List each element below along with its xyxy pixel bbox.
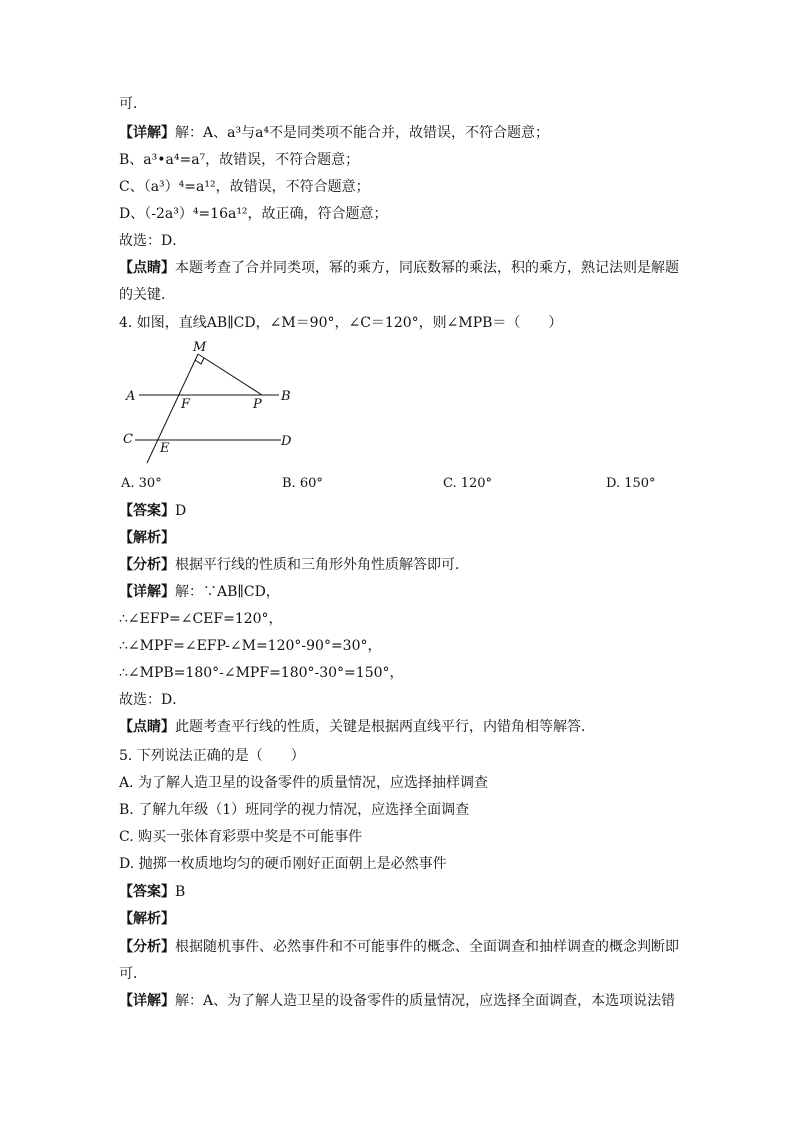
answer-value: B	[175, 884, 186, 900]
answer-tag: 【答案】	[119, 884, 175, 900]
q5-fenxi-line-1	[119, 937, 679, 957]
label-c: C	[123, 432, 133, 447]
q5-option-d: D. 抛掷一枚质地均匀的硬币刚好正面朝上是必然事件	[119, 856, 447, 872]
label-f: F	[181, 397, 191, 412]
q5-answer	[119, 882, 185, 902]
q5-stem: 5. 下列说法正确的是（ ）	[119, 748, 305, 764]
answer-value: D	[175, 503, 187, 519]
fenxi-text: 根据随机事件、必然事件和不可能事件的概念、全面调查和抽样调查的概念判断即	[175, 939, 679, 955]
label-d: D	[281, 434, 292, 449]
comment-text: 此题考查平行线的性质，关键是根据两直线平行，内错角相等解答．	[175, 719, 595, 735]
detail-text: 解：A、为了解人造卫星的设备零件的质量情况，应选择全面调查，本选项说法错	[175, 993, 676, 1009]
q4-geometry-figure	[115, 335, 315, 470]
q4-fenxi	[119, 555, 469, 575]
detail-tag: 【详解】	[119, 993, 175, 1009]
q4-detail-line-1	[119, 582, 280, 602]
q5-analysis-tag: 【解析】	[119, 911, 175, 927]
fenxi-tag: 【分析】	[119, 939, 175, 955]
label-e: E	[160, 441, 170, 456]
q5-option-b: B. 了解九年级（1）班同学的视力情况，应选择全面调查	[119, 802, 470, 818]
q4-comment	[119, 717, 595, 737]
label-a: A	[126, 389, 136, 404]
detail-tag: 【详解】	[119, 584, 175, 600]
q4-detail-line-3: ∴∠MPF=∠EFP-∠M=120°-90°=30°，	[119, 638, 382, 654]
prev-comment-line-1	[119, 258, 679, 278]
answer-tag: 【答案】	[119, 503, 175, 519]
label-b: B	[281, 389, 291, 404]
q5-detail-line-1	[119, 991, 675, 1011]
q4-stem: 4. 如图，直线AB∥CD，∠M＝90°，∠C＝120°，则∠MPB＝（ ）	[119, 315, 563, 331]
q4-option-a: A. 30°	[121, 476, 162, 491]
fenxi-tag: 【分析】	[119, 557, 175, 573]
comment-text: 本题考查了合并同类项，幂的乘方，同底数幂的乘法，积的乘方，熟记法则是解题	[175, 260, 679, 276]
q4-analysis-tag: 【解析】	[119, 530, 175, 546]
label-m: M	[193, 340, 207, 355]
detail-text: 解：∵AB∥CD，	[175, 584, 280, 600]
prev-tail-text: 可．	[119, 96, 147, 112]
comment-tag: 【点睛】	[119, 260, 175, 276]
label-p: P	[253, 397, 262, 412]
q4-option-c: C. 120°	[443, 476, 493, 491]
fenxi-text: 根据平行线的性质和三角形外角性质解答即可．	[175, 557, 469, 573]
prev-detail-line-c: C、（a³）⁴=a¹²，故错误，不符合题意；	[119, 179, 370, 195]
prev-comment-line-2: 的关键．	[119, 287, 175, 303]
prev-detail-line-d: D、（-2a³）⁴=16a¹²，故正确，符合题意；	[119, 206, 388, 222]
q4-option-d: D. 150°	[606, 476, 656, 491]
line-transversal	[147, 354, 198, 463]
q4-detail-line-4: ∴∠MPB=180°-∠MPF=180°-30°=150°，	[119, 665, 404, 681]
q5-fenxi-line-2: 可．	[119, 966, 147, 982]
comment-tag: 【点睛】	[119, 719, 175, 735]
q4-choice: 故选：D．	[119, 692, 187, 708]
right-angle-mark	[195, 358, 204, 364]
detail-tag: 【详解】	[119, 125, 175, 141]
prev-detail-line-a	[119, 123, 549, 143]
q4-answer	[119, 501, 186, 521]
q4-option-b: B. 60°	[282, 476, 323, 491]
prev-choice: 故选：D．	[119, 233, 187, 249]
q5-option-c: C. 购买一张体育彩票中奖是不可能事件	[119, 829, 363, 845]
segment-mp	[198, 354, 262, 395]
prev-detail-line-b: B、a³•a⁴=a⁷，故错误，不符合题意；	[119, 152, 360, 168]
q5-option-a: A. 为了解人造卫星的设备零件的质量情况，应选择抽样调查	[119, 775, 489, 791]
detail-text: 解：A、a³与a⁴不是同类项不能合并，故错误，不符合题意；	[175, 125, 550, 141]
q4-detail-line-2: ∴∠EFP=∠CEF=120°，	[119, 611, 283, 627]
